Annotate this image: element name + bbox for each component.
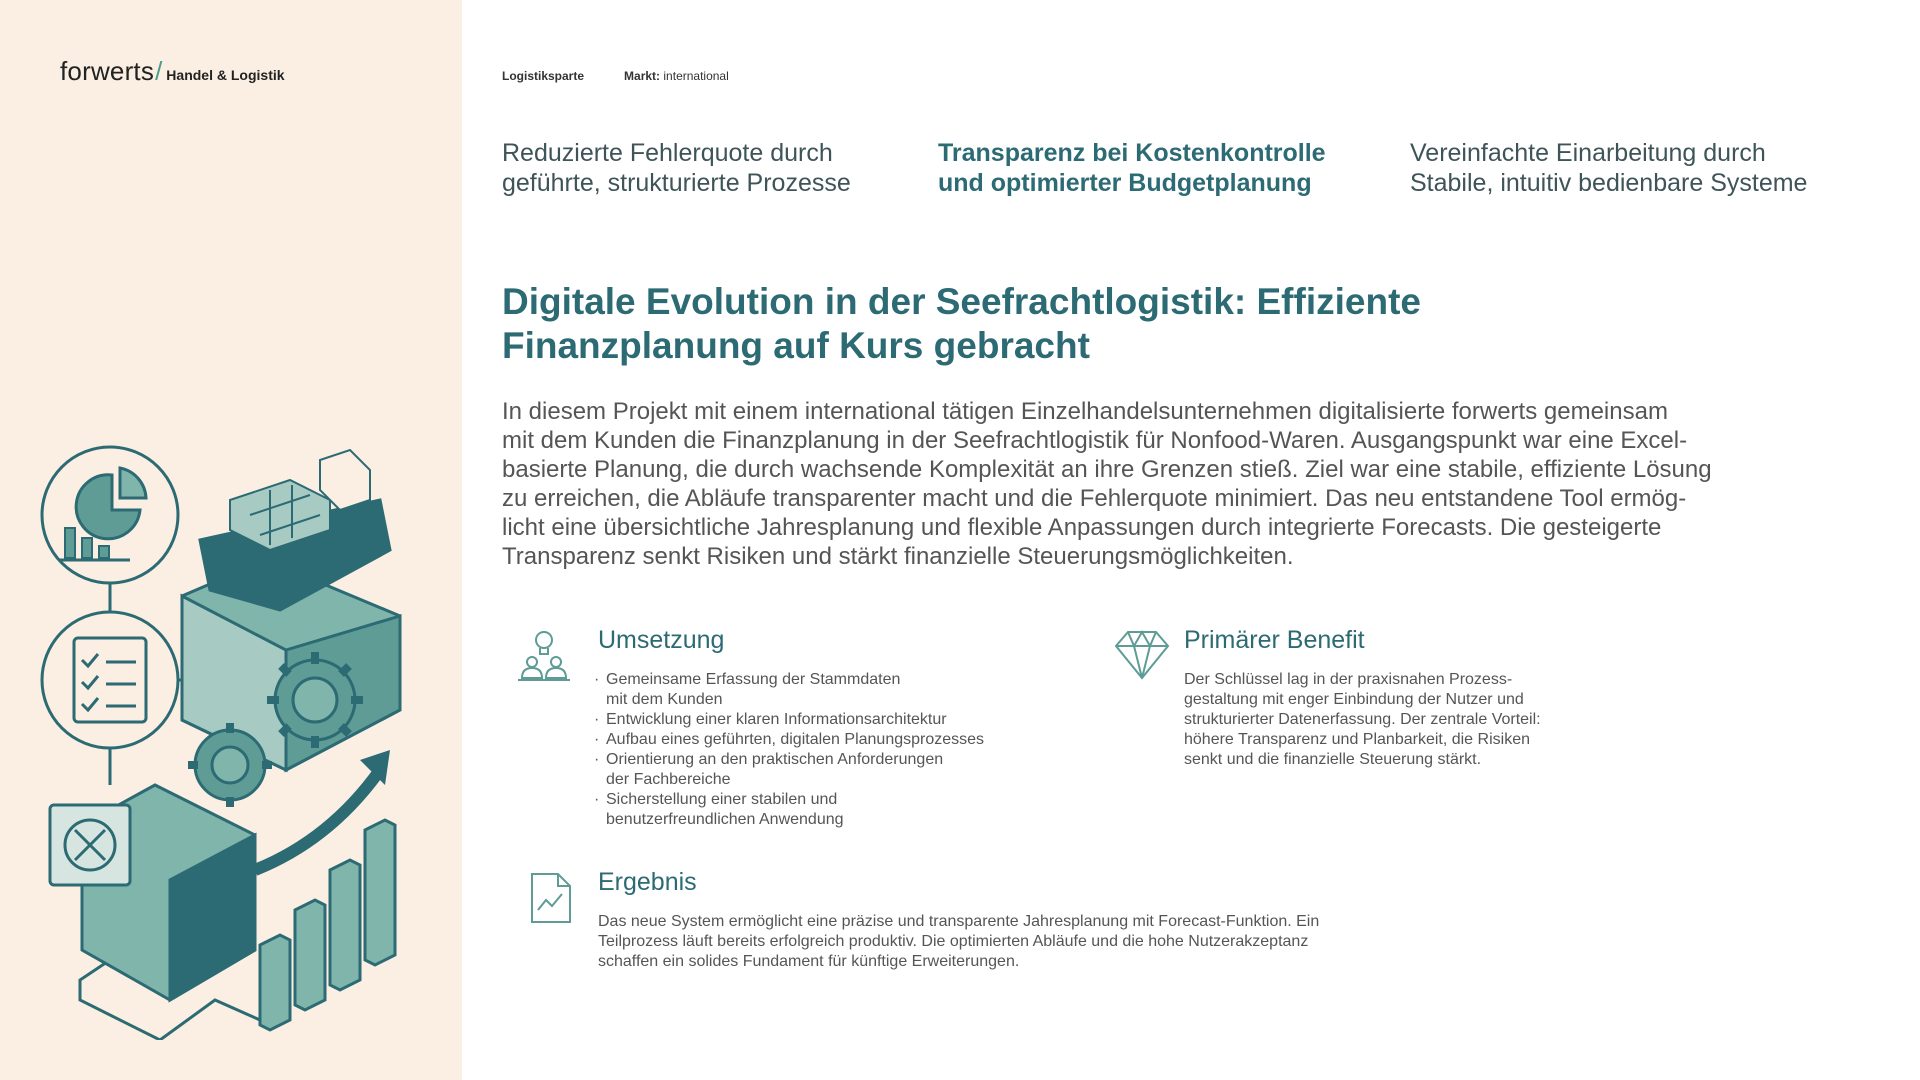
primary-benefit-title: Primärer Benefit [1184,626,1365,654]
umsetzung-list [594,670,1114,830]
logo[interactable] [60,56,285,87]
division-label: Logistiksparte [502,69,585,83]
primary-benefit-text: Der Schlüssel lag in der praxisnahen Prozess- gestaltung mit enger Einbindung der Nutzer und strukturierter Datenerfassung. Der zentrale Vorteil: höhere Transparenz und Planbarkeit, die Risiken senkt und die finanzielle Steuerung stärkt. [1184,671,1541,768]
checklist-badge-icon [42,612,178,748]
list-item: · Entwicklung einer klaren Informationsarchitektur [594,710,1114,730]
document-chart-icon [530,872,572,924]
list-item: · Gemeinsame Erfassung der Stammdaten mit dem Kunden [594,670,1114,710]
benefit-tab-einarbeitung[interactable]: Vereinfachte Einarbeitung durch Stabile, intuitiv bedienbare Systeme [1410,139,1808,197]
list-item: · Orientierung an den praktischen Anforderungen der Fachbereiche [594,750,1114,790]
project-meta [502,69,729,83]
bar-columns-icon [260,820,395,1030]
umsetzung-title: Umsetzung [598,626,725,654]
logo-wordmark: forwerts [60,56,155,86]
list-item: · Sicherstellung einer stabilen und benutzerfreundlichen Anwendung [594,790,1114,830]
benefit-tab-fehlerquote[interactable]: Reduzierte Fehlerquote durch geführte, strukturierte Prozesse [502,139,851,197]
logo-slash: / [155,56,163,86]
iso-box-small [50,785,255,1000]
market-label: Markt: international [624,69,729,83]
ship-icon [200,450,390,610]
gear-icon-large [267,652,363,748]
diamond-icon [1114,630,1170,680]
sidebar [0,0,462,1080]
logo-tagline: Handel & Logistik [166,67,285,83]
ergebnis-title: Ergebnis [598,868,697,896]
benefit-tab-transparenz[interactable]: Transparenz bei Kostenkontrolle und optimierter Budgetplanung [938,139,1326,197]
idea-team-icon [516,628,572,684]
page-title: Digitale Evolution in der Seefrachtlogistik: Effiziente Finanzplanung auf Kurs gebracht [502,281,1421,366]
chart-badge-icon [42,447,178,583]
intro-paragraph: In diesem Projekt mit einem international tätigen Einzelhandelsunternehmen digitalisierte forwerts gemeinsam mit dem Kunden die Finanzplanung in der Seefrachtlogistik für Nonfood-Waren. Ausgangspunkt war eine Excel- basierte Planung, die durch wachsende Komplexität an ihre Grenzen stieß. Ziel war eine stabile, effiziente Lösung zu erreichen, die Abläufe transparenter macht und die Fehlerquote minimiert. Das neu entstandene Tool ermög- licht eine übersichtliche Jahresplanung und flexible Anpassungen durch integrierte Forecasts. Die gesteigerte Transparenz senkt Risiken und stärkt finanzielle Steuerungsmöglichkeiten. [502,398,1712,570]
ergebnis-text: Das neue System ermöglicht eine präzise und transparente Jahresplanung mit Forecast-Funktion. Ein Teilprozess läuft bereits erfolgreich produktiv. Die optimierten Abläufe und die hohe Nutzerakzeptanz schaffen ein solides Fundament für künftige Erweiterungen. [598,913,1320,970]
logistics-illustration [30,440,430,1040]
list-item: · Aufbau eines geführten, digitalen Planungsprozesses [594,730,1114,750]
